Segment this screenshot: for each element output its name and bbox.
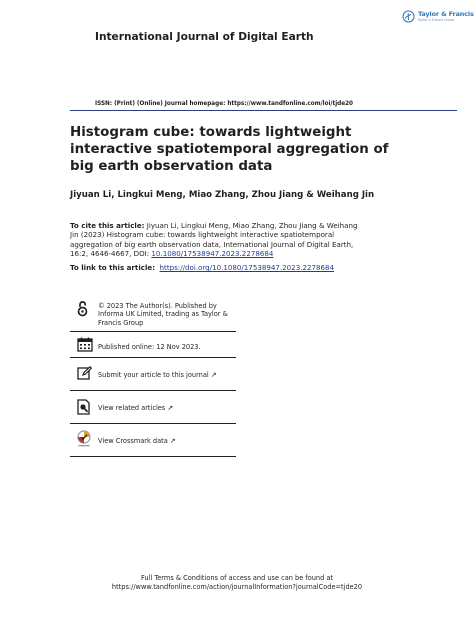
publisher-tagline: Taylor & Francis Group xyxy=(418,17,454,22)
article-info-list xyxy=(70,295,236,457)
publisher-logo xyxy=(402,10,474,23)
copyright-text: © 2023 The Author(s). Published by Informa UK Limited, trading as Taylor & Francis Group xyxy=(98,302,228,327)
calendar-icon xyxy=(77,337,93,352)
citation-doi-link[interactable]: 10.1080/17538947.2023.2278684 xyxy=(151,248,274,258)
header-divider xyxy=(70,110,457,111)
open-access-item xyxy=(70,295,236,332)
article-authors[interactable]: Jiyuan Li, Lingkui Meng, Miao Zhang, Zhou Jiang & Weihang Jin xyxy=(70,190,375,200)
external-link-icon: ↗ xyxy=(169,437,176,445)
edit-icon xyxy=(77,366,92,380)
open-access-icon xyxy=(77,300,88,317)
crossmark-link[interactable]: View Crossmark data ↗ xyxy=(98,437,176,445)
related-articles-item[interactable] xyxy=(70,391,236,424)
publisher-name: Taylor & Francis xyxy=(418,10,474,19)
published-online-item xyxy=(70,332,236,358)
crossmark-item[interactable] xyxy=(70,424,236,457)
citation-text: Jiyuan Li, Lingkui Meng, Miao Zhang, Zhou Jiang & Weihang Jin (2023) Histogram cube: towards lightweight interactive spatiotemporal aggregation of big earth observation data, International Journal of Digital Earth, 16:2, 4646-4667, DOI: xyxy=(70,221,358,258)
citation-label: To cite this article: xyxy=(70,221,145,230)
published-online-text: Published online: 12 Nov 2023. xyxy=(98,343,201,351)
article-title: Histogram cube: towards lightweight interactive spatiotemporal aggregation of big earth observation data xyxy=(70,125,389,175)
article-link-line xyxy=(70,263,334,272)
taylor-francis-logo-icon xyxy=(402,10,415,23)
footer-terms-url[interactable]: https://www.tandfonline.com/action/journalInformation?journalCode=tjde20 xyxy=(111,582,363,591)
submit-article-link[interactable]: Submit your article to this journal ↗ xyxy=(98,371,217,379)
footer-terms xyxy=(0,574,474,591)
citation-block xyxy=(70,221,362,258)
external-link-icon: ↗ xyxy=(210,371,217,379)
journal-title: International Journal of Digital Earth xyxy=(95,31,314,43)
external-link-icon: ↗ xyxy=(167,404,174,412)
related-articles-link[interactable]: View related articles ↗ xyxy=(98,404,174,412)
submit-article-item[interactable] xyxy=(70,358,236,391)
search-document-icon xyxy=(77,399,91,415)
article-link-label: To link to this article: xyxy=(70,263,156,272)
footer-terms-text: Full Terms & Conditions of access and use can be found at xyxy=(140,574,334,582)
article-doi-link[interactable]: https://doi.org/10.1080/17538947.2023.2278684 xyxy=(159,263,335,272)
crossmark-icon xyxy=(77,430,91,448)
issn-homepage-line[interactable]: ISSN: (Print) (Online) Journal homepage: https://www.tandfonline.com/loi/tjde20 xyxy=(95,101,354,107)
